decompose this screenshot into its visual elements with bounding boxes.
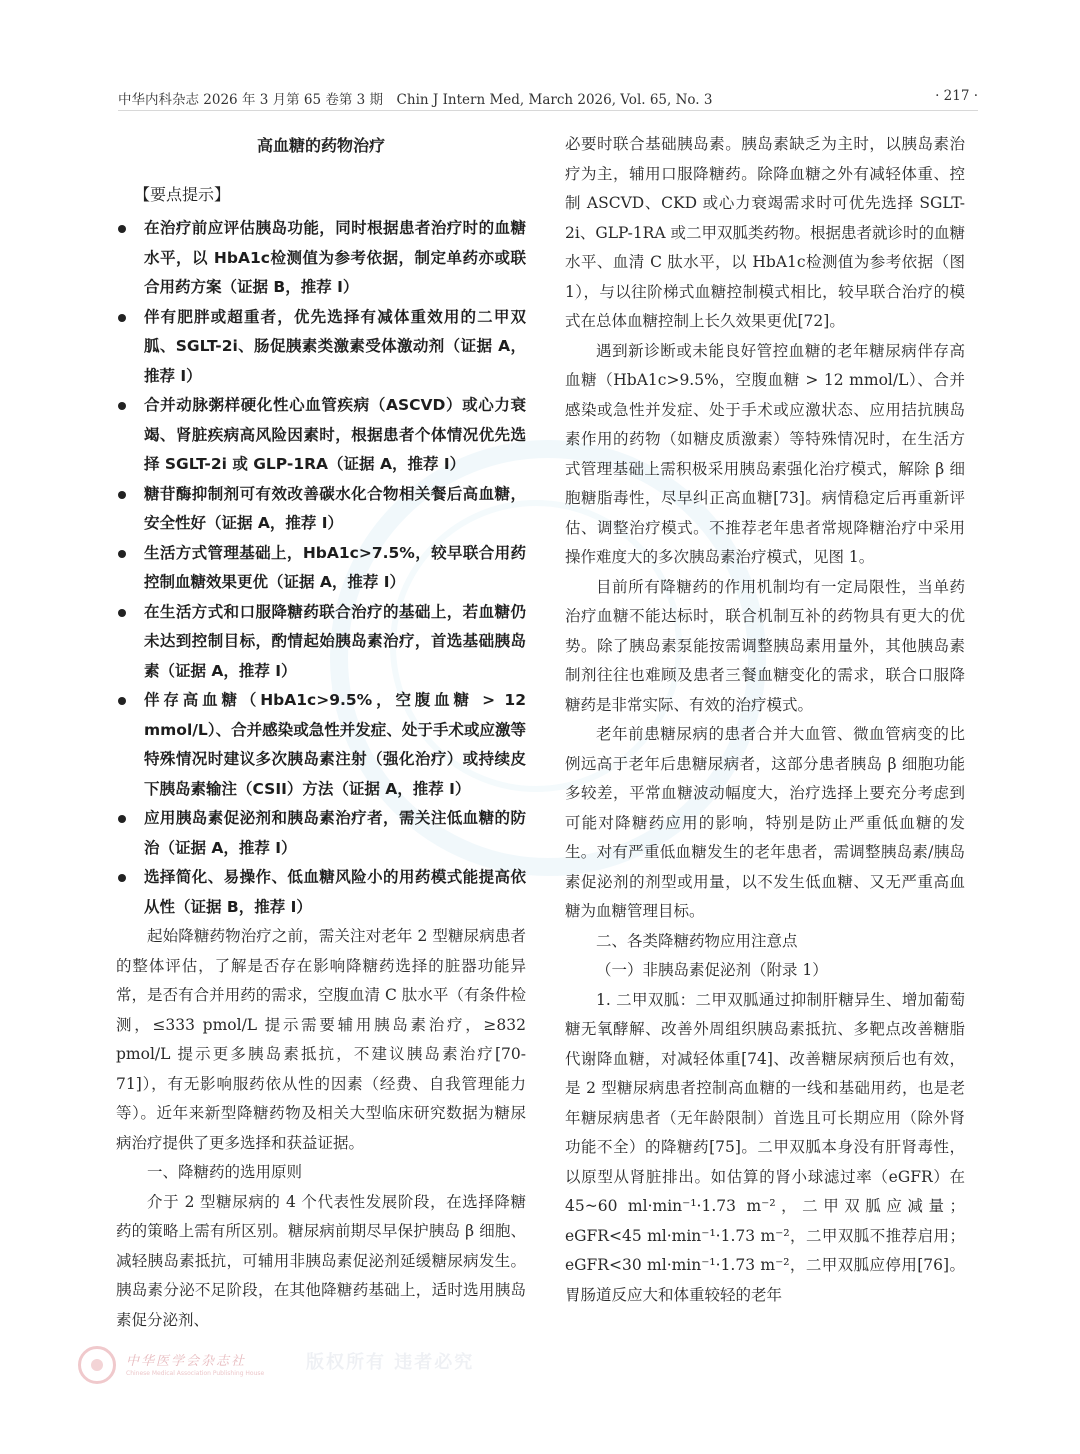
key-point-item bbox=[116, 598, 526, 687]
publisher-name: 中华医学会杂志社 bbox=[126, 1354, 247, 1369]
key-point-item bbox=[116, 480, 526, 539]
bullet-icon bbox=[118, 314, 126, 322]
publisher-logo-icon bbox=[78, 1346, 116, 1384]
body-paragraph: 起始降糖药物治疗之前，需关注对老年 2 型糖尿病患者的整体评估，了解是否存在影响降糖药选择的脏器功能异常，是否有合并用药的需求，空腹血清 C 肽水平（有条件检测，≤333 pmol/L 提示需要辅用胰岛素治疗，≥832 pmol/L 提示更多胰岛素抵抗，不建议胰岛素治疗[70-71]），有无影响服药依从性的因素（经费、自我管理能力等）。近年来新型降糖药物及相关大型临床研究数据为糖尿病治疗提供了更多选择和获益证据。 bbox=[116, 927, 526, 1152]
copyright-watermark: 版权所有 违者必究 bbox=[306, 1352, 475, 1373]
key-point-text: 伴存高血糖（HbA1c>9.5%，空腹血糖 > 12 mmol/L）、合并感染或急性并发症、处于手术或应激等特殊情况时建议多次胰岛素注射（强化治疗）或持续皮下胰岛素输注（CSII）方法（证据 A，推荐 Ⅰ） bbox=[144, 691, 526, 798]
key-point-text: 在治疗前应评估胰岛功能，同时根据患者治疗时的血糖水平，以 HbA1c检测值为参考依据，制定单药亦或联合用药方案（证据 B，推荐 Ⅰ） bbox=[144, 219, 526, 296]
right-column bbox=[565, 130, 965, 1310]
key-point-text: 应用胰岛素促泌剂和胰岛素治疗者，需关注低血糖的防治（证据 A，推荐 Ⅰ） bbox=[144, 809, 526, 857]
key-point-text: 伴有肥胖或超重者，优先选择有减体重效用的二甲双胍、SGLT-2i、肠促胰素类激素受体激动剂（证据 A，推荐 Ⅰ） bbox=[144, 307, 526, 385]
bullet-icon bbox=[118, 697, 126, 705]
body-paragraph: 介于 2 型糖尿病的 4 个代表性发展阶段，在选择降糖药的策略上需有所区别。糖尿病前期尽早保护胰岛 β 细胞、减轻胰岛素抵抗，可辅用非胰岛素促泌剂延缓糖尿病发生。胰岛素分泌不足阶段，在其他降糖药基础上，适时选用胰岛素促分泌剂、 bbox=[116, 1192, 526, 1329]
subsection-heading: 一、降糖药的选用原则 bbox=[147, 1163, 303, 1181]
bullet-icon bbox=[118, 225, 126, 233]
bullet-icon bbox=[118, 815, 126, 823]
section-heading: 二、各类降糖药物应用注意点 bbox=[596, 931, 798, 950]
publisher-name-en: Chinese Medical Association Publishing House bbox=[126, 1370, 265, 1377]
bullet-icon bbox=[118, 874, 126, 882]
journal-citation: 中华内科杂志 2026 年 3 月第 65 卷第 3 期 Chin J Intern Med, March 2026, Vol. 65, No. 3 bbox=[118, 92, 713, 108]
key-point-text: 选择简化、易操作、低血糖风险小的用药模式能提高依从性（证据 B，推荐 Ⅰ） bbox=[144, 868, 526, 916]
key-point-text: 合并动脉粥样硬化性心血管疾病（ASCVD）或心力衰竭、肾脏疾病高风险因素时，根据患者个体情况优先选择 SGLT-2i 或 GLP-1RA（证据 A，推荐 Ⅰ） bbox=[144, 396, 526, 473]
body-paragraph: 必要时联合基础胰岛素。胰岛素缺乏为主时，以胰岛素治疗为主，辅用口服降糖药。除降血糖之外有减轻体重、控制 ASCVD、CKD 或心力衰竭需求时可优先选择 SGLT-2i、GLP-1RA 或二甲双胍类药物。根据患者就诊时的血糖水平、血清 C 肽水平，以 HbA1c检测值为参考依据（图 1），与以往阶梯式血糖控制模式相比，较早联合治疗的模式在总体血糖控制上长久效果更优[72]。 bbox=[565, 135, 965, 330]
key-point-item bbox=[116, 391, 526, 480]
key-points-heading: 【要点提示】 bbox=[134, 185, 231, 204]
key-point-item bbox=[116, 539, 526, 598]
key-point-text: 生活方式管理基础上，HbA1c>7.5%，较早联合用药控制血糖效果更优（证据 A，推荐 Ⅰ） bbox=[144, 543, 526, 591]
left-column bbox=[116, 130, 526, 1335]
header-rule bbox=[118, 110, 978, 111]
key-point-item bbox=[116, 863, 526, 922]
key-point-item bbox=[116, 303, 526, 392]
section-title: 高血糖的药物治疗 bbox=[256, 136, 385, 155]
body-paragraph: 1. 二甲双胍：二甲双胍通过抑制肝糖异生、增加葡萄糖无氧酵解、改善外周组织胰岛素抵抗、多靶点改善糖脂代谢降血糖，对减轻体重[74]、改善糖尿病预后也有效，是 2 型糖尿病患者控制高血糖的一线和基础用药，也是老年糖尿病患者（无年龄限制）首选且可长期应用（除外肾功能不全）的降糖药[75]。二甲双胍本身没有肝肾毒性，以原型从肾脏排出。如估算的肾小球滤过率（eGFR）在 45~60 ml·min⁻¹·1.73 m⁻²，二甲双胍应减量；eGFR<45 ml·min⁻¹·1.73 m⁻²，二甲双胍不推荐启用；eGFR<30 ml·min⁻¹·1.73 m⁻²，二甲双胍应停用[76]。胃肠道反应大和体重较轻的老年 bbox=[565, 990, 965, 1304]
bullet-icon bbox=[118, 402, 126, 410]
key-point-item bbox=[116, 686, 526, 804]
key-points-list bbox=[116, 214, 526, 922]
body-paragraph: 目前所有降糖药的作用机制均有一定局限性，当单药治疗血糖不能达标时，联合机制互补的药物具有更大的优势。除了胰岛素泵能按需调整胰岛素用量外，其他胰岛素制剂往往也难顾及患者三餐血糖变化的需求，联合口服降糖药是非常实际、有效的治疗模式。 bbox=[565, 577, 965, 714]
key-point-text: 糖苷酶抑制剂可有效改善碳水化合物相关餐后高血糖，安全性好（证据 A，推荐 Ⅰ） bbox=[144, 484, 526, 532]
page-number: · 217 · bbox=[935, 88, 978, 104]
key-point-text: 在生活方式和口服降糖药联合治疗的基础上，若血糖仍未达到控制目标，酌情起始胰岛素治疗，首选基础胰岛素（证据 A，推荐 Ⅰ） bbox=[144, 602, 526, 680]
subsection-heading: （一）非胰岛素促泌剂（附录 1） bbox=[596, 961, 828, 979]
bullet-icon bbox=[118, 550, 126, 558]
bullet-icon bbox=[118, 491, 126, 499]
key-point-item bbox=[116, 804, 526, 863]
key-point-item bbox=[116, 214, 526, 303]
running-header bbox=[118, 88, 978, 108]
body-paragraph: 老年前患糖尿病的患者合并大血管、微血管病变的比例远高于老年后患糖尿病者，这部分患者胰岛 β 细胞功能多较差，平常血糖波动幅度大，治疗选择上要充分考虑到可能对降糖药应用的影响，特别是防止严重低血糖的发生。对有严重低血糖发生的老年患者，需调整胰岛素/胰岛素促泌剂的剂型或用量，以不发生低血糖、又无严重高血糖为血糖管理目标。 bbox=[565, 725, 965, 920]
bullet-icon bbox=[118, 609, 126, 617]
body-paragraph: 遇到新诊断或未能良好管控血糖的老年糖尿病伴存高血糖（HbA1c>9.5%，空腹血糖 > 12 mmol/L）、合并感染或急性并发症、处于手术或应激状态、应用拮抗胰岛素作用的药物（如糖皮质激素）等特殊情况时，在生活方式管理基础上需积极采用胰岛素强化治疗模式，解除 β 细胞糖脂毒性，尽早纠正高血糖[73]。病情稳定后再重新评估、调整治疗模式。不推荐老年患者常规降糖治疗中采用操作难度大的多次胰岛素治疗模式，见图 1。 bbox=[565, 341, 965, 566]
